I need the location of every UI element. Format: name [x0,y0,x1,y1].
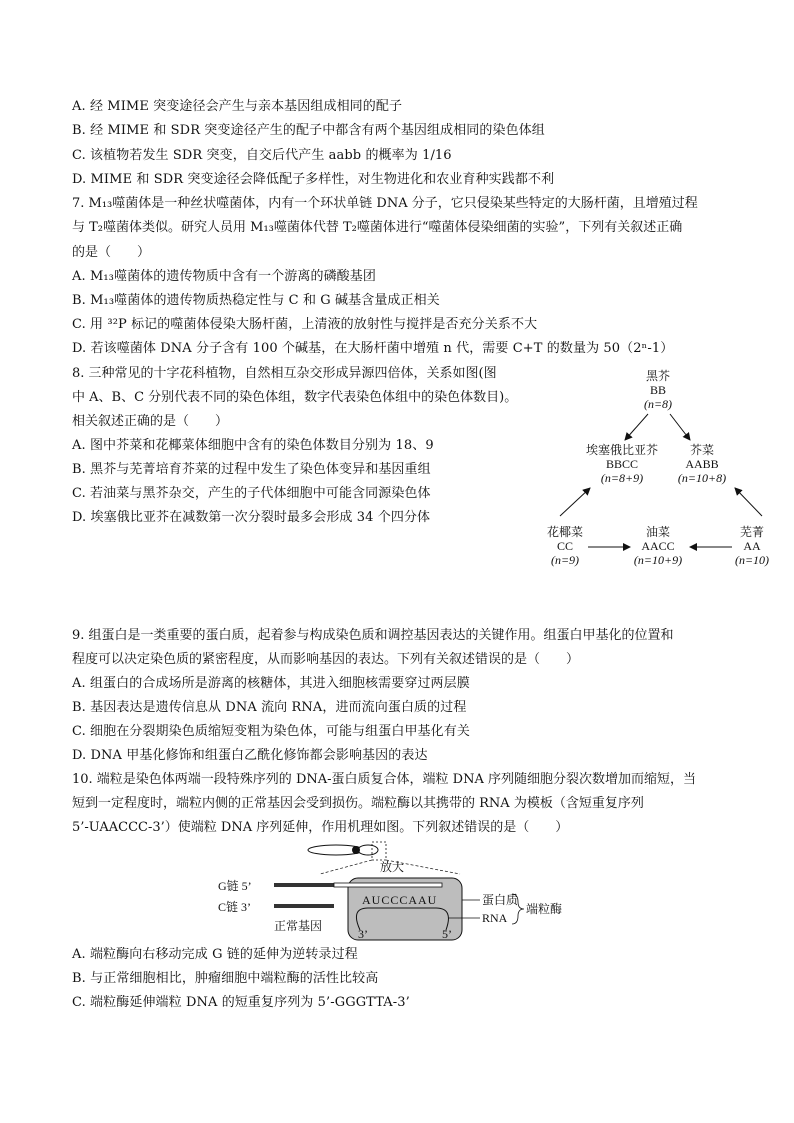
q9-option-d: D. DNA 甲基化修饰和组蛋白乙酰化修饰都会影响基因的表达 [72,748,428,763]
arrow-heijie-jiecai [670,414,690,440]
heijie-n: (n=8) [643,397,673,411]
jiecai-name: 芥菜 [689,443,715,457]
q10-option-a: A. 端粒酶向右移动完成 G 链的延伸为逆转录过程 [72,947,358,962]
arrow-wujing-jiecai [735,488,762,516]
q8-stem-line3: 相关叙述正确的是（ ） [72,414,229,429]
q8-option-d: D. 埃塞俄比亚芥在减数第一次分裂时最多会形成 34 个四分体 [72,510,431,525]
q7-option-d: D. 若该噬菌体 DNA 分子含有 100 个碱基，在大肠杆菌中增殖 n 代，需要 C+T 的数量为 50（2ⁿ-1） [72,341,674,356]
q6-option-a: A. 经 MIME 突变途径会产生与亲本基因组成相同的配子 [72,99,403,114]
q7-option-c: C. 用 ³²P 标记的噬菌体侵染大肠杆菌，上清液的放射性与搅拌是否充分关系不大 [72,317,538,332]
rna-label: RNA [482,911,508,925]
protein-label: 蛋白质 [482,893,519,907]
q8-stem-line1: 8. 三种常见的十字花科植物，自然相互杂交形成异源四倍体，关系如图(图 [72,366,497,381]
brassica-triangle-diagram [530,364,780,574]
q7-stem-line3: 的是（ ） [72,245,151,260]
wujing-n: (n=10) [734,553,770,567]
youcai-name: 油菜 [645,525,671,539]
wujing-genome: AA [743,539,761,553]
q7-option-a: A. M₁₃噬菌体的遗传物质中含有一个游离的磷酸基团 [72,269,376,284]
g-chain-strand [274,883,334,887]
telomerase-diagram [210,838,590,942]
huaye-n: (n=9) [550,553,580,567]
huaye-name: 花椰菜 [546,525,584,539]
rna-template-seq: AUCCCAAU [362,893,438,907]
q6-option-d: D. MIME 和 SDR 突变途径会降低配子多样性，对生物进化和农业育种实践都不利 [72,172,555,187]
aisai-name: 埃塞俄比亚芥 [585,443,659,457]
q10-stem-line2: 短到一定程度时，端粒内侧的正常基因会受到损伤。端粒酶以其携带的 RNA 为模板（含短重复序列 [72,796,644,811]
huaye-genome: CC [556,539,574,553]
q6-option-c: C. 该植物若发生 SDR 突变，自交后代产生 aabb 的概率为 1/16 [72,148,452,163]
q7-stem-line2: 与 T₂噬菌体类似。研究人员用 M₁₃噬菌体代替 T₂噬菌体进行“噬菌体侵染细菌的实验”，下列有关叙述正确 [72,220,683,235]
arrow-huaye-aisai [560,488,590,516]
q9-stem-line1: 9. 组蛋白是一类重要的蛋白质，起着参与构成染色质和调控基因表达的关键作用。组蛋白甲基化的位置和 [72,628,674,643]
g-chain-extension [334,883,442,887]
rna-end-3: 3’ [358,927,368,941]
enlarge-label: 放大 [380,860,405,874]
chromosome-arm-right [358,845,378,855]
q9-option-b: B. 基因表达是遗传信息从 DNA 流向 RNA，进而流向蛋白质的过程 [72,700,467,715]
heijie-genome: BB [649,383,667,397]
zoom-line-left [320,860,372,874]
telomerase-label: 端粒酶 [526,902,563,916]
heijie-name: 黑芥 [645,369,671,383]
q9-option-a: A. 组蛋白的合成场所是游离的核糖体，其进入细胞核需要穿过两层膜 [72,676,470,691]
q9-stem-line2: 程度可以决定染色质的紧密程度，从而影响基因的表达。下列有关叙述错误的是（ ） [72,652,580,667]
q7-stem-line1: 7. M₁₃噬菌体是一种丝状噬菌体，内有一个环状单链 DNA 分子，它只侵染某些特定的大肠杆菌，且增殖过程 [72,196,698,211]
q9-option-c: C. 细胞在分裂期染色质缩短变粗为染色体，可能与组蛋白甲基化有关 [72,724,470,739]
jiecai-n: (n=10+8) [677,471,727,485]
normal-gene-label: 正常基因 [274,919,323,933]
wujing-name: 芜菁 [739,525,765,539]
youcai-n: (n=10+9) [633,553,683,567]
q10-stem-line1: 10. 端粒是染色体两端一段特殊序列的 DNA-蛋白质复合体，端粒 DNA 序列随细胞分裂次数增加而缩短，当 [72,772,696,787]
g-chain-label: G链 5’ [218,879,252,893]
q10-option-c: C. 端粒酶延伸端粒 DNA 的短重复序列为 5’-GGGTTA-3’ [72,995,410,1010]
arrow-heijie-aisai [625,414,648,440]
q8-option-c: C. 若油菜与黑芥杂交，产生的子代体细胞中可能含同源染色体 [72,486,431,501]
aisai-genome: BBCC [605,457,639,471]
jiecai-genome: AABB [685,457,719,471]
aisai-n: (n=8+9) [600,471,644,485]
q10-stem-line3: 5’-UAACCC-3’）使端粒 DNA 序列延伸，作用机理如图。下列叙述错误的是（ ） [72,820,569,835]
centromere [352,846,360,854]
youcai-genome: AACC [641,539,675,553]
q6-option-b: B. 经 MIME 和 SDR 突变途径产生的配子中都含有两个基因组成相同的染色体组 [72,123,545,138]
q8-option-a: A. 图中芥菜和花椰菜体细胞中含有的染色体数目分别为 18、9 [72,438,434,453]
q8-stem-line2: 中 A、B、C 分别代表不同的染色体组，数字代表染色体组中的染色体数目)。 [72,390,518,405]
rna-end-5: 5’ [442,927,452,941]
q7-option-b: B. M₁₃噬菌体的遗传物质热稳定性与 C 和 G 碱基含量成正相关 [72,293,440,308]
c-chain-strand [274,904,334,908]
q8-option-b: B. 黑芥与芜菁培育芥菜的过程中发生了染色体变异和基因重组 [72,462,431,477]
c-chain-label: C链 3’ [218,900,252,914]
q10-option-b: B. 与正常细胞相比，肿瘤细胞中端粒酶的活性比较高 [72,971,379,986]
